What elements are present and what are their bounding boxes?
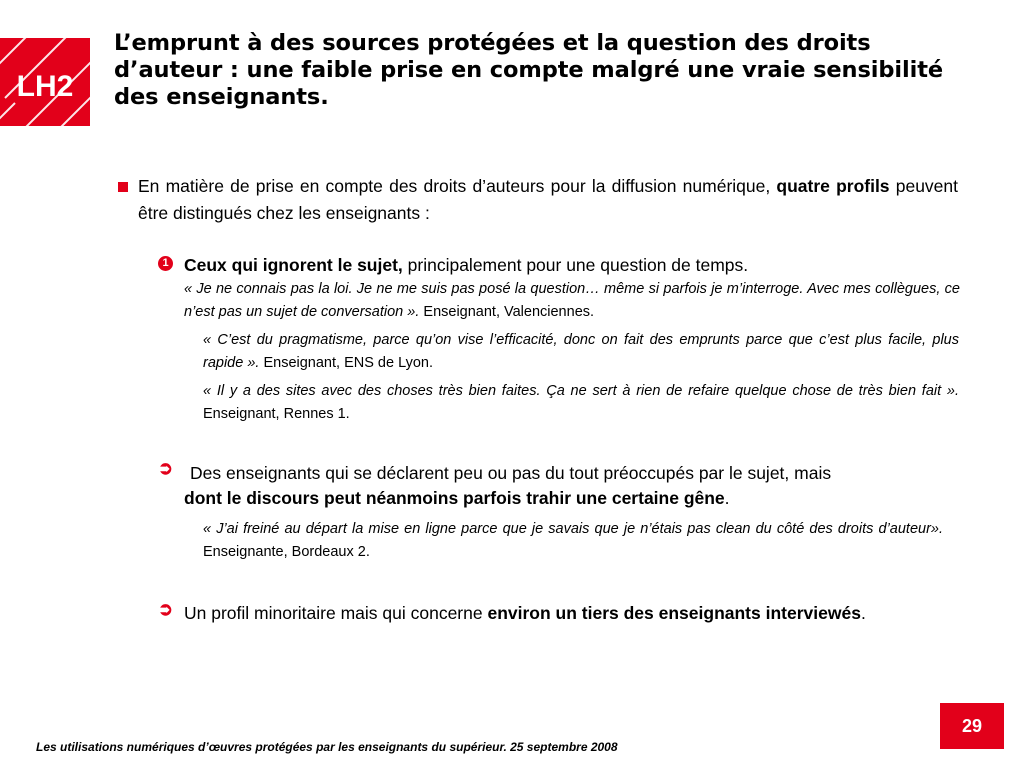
intro-text-after: peuvent être distingués chez les enseignants : [138, 176, 959, 223]
quote-2-source: Enseignant, ENS de Lyon. [259, 355, 434, 371]
profile-2-bold-line [184, 486, 944, 511]
quote-4 [189, 518, 943, 564]
quote-4-text: « J’ai freiné au départ la mise en ligne parce que je savais que je n’étais pas clean du côté des droits d’auteur». [203, 521, 943, 537]
quote-4-source: Enseignante, Bordeaux 2. [203, 544, 370, 560]
footer-text: Les utilisations numériques d’œuvres protégées par les enseignants du supérieur. 25 septembre 2008 [36, 740, 618, 754]
quote-2-text: « C’est du pragmatisme, parce qu’on vise l’efficacité, donc on fait des emprunts parce que c’est plus facile, plus rapide ». [203, 332, 959, 371]
quote-1-text: « Je ne connais pas la loi. Je ne me suis pas posé la question… même si parfois je m’interroge. Avec mes collègues, ce n’est pas un sujet de conversation ». [184, 281, 960, 320]
quote-3-source: Enseignant, Rennes 1. [203, 406, 350, 422]
logo-text: LH2 [16, 70, 74, 103]
profile-1-text: principalement pour une question de temps. [402, 255, 749, 275]
profile-3-bold: environ un tiers des enseignants interviewés [487, 603, 861, 623]
profile-2-text: Des enseignants qui se déclarent peu ou pas du tout préoccupés par le sujet, mais [190, 463, 832, 483]
quote-3 [189, 380, 959, 426]
quote-1 [184, 278, 960, 324]
quote-1-source: Enseignant, Valenciennes. [419, 304, 595, 320]
quote-3-text: « Il y a des sites avec des choses très bien faites. Ça ne sert à rien de refaire quelque chose de très bien fait ». [203, 383, 959, 399]
intro-paragraph [138, 173, 958, 227]
page-title: L’emprunt à des sources protégées et la question des droits d’auteur : une faible prise en compte malgré une vraie sensibilité des enseignants. [114, 30, 944, 110]
profile-3-end: . [860, 603, 866, 623]
profile-2-line [184, 461, 944, 511]
intro-text-before: En matière de prise en compte des droits d’auteurs pour la diffusion numérique, [138, 176, 777, 196]
profile-1-bold: Ceux qui ignorent le sujet, [184, 255, 403, 275]
page-number-badge: 29 [940, 703, 1004, 749]
quote-2 [189, 329, 959, 375]
profile-2-end: . [724, 488, 730, 508]
lh2-logo [0, 38, 90, 126]
number-one-icon: 1 [158, 256, 173, 271]
arrow-right-icon: ➲ [158, 599, 174, 619]
profile-3-line [184, 601, 974, 626]
square-bullet-icon [118, 182, 128, 192]
profile-2-bold: dont le discours peut néanmoins parfois trahir une certaine gêne [184, 488, 725, 508]
intro-bold: quatre profils [776, 176, 890, 196]
arrow-right-icon: ➲ [158, 458, 174, 478]
profile-1-line [184, 253, 964, 278]
profile-3-text: Un profil minoritaire mais qui concerne [184, 603, 488, 623]
